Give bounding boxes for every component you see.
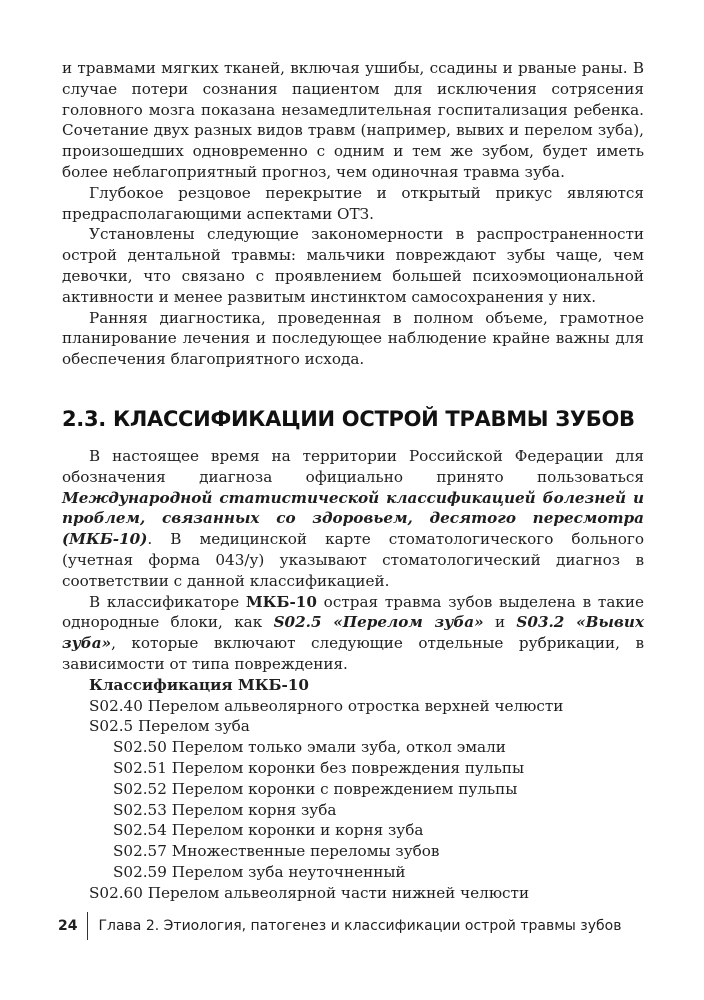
page-body xyxy=(62,58,644,903)
section-paragraph-1 xyxy=(62,446,644,592)
list-item: S02.50 Перелом только эмали зуба, откол эмали xyxy=(113,738,506,757)
p1-text-before: В настоящее время на территории Российской Федерации для обозначения диагноза официально принято пользоваться xyxy=(62,446,644,486)
footer-divider xyxy=(87,912,88,940)
list-item: S02.51 Перелом коронки без повреждения пульпы xyxy=(113,758,525,777)
p2-text-e: и xyxy=(483,613,517,632)
p2-text-g: , которые включают следующие отдельные рубрикации, в зависимости от типа повреждения. xyxy=(62,634,644,673)
list-item: S02.60 Перелом альвеолярной части нижней челюсти xyxy=(89,883,530,902)
chapter-title: Глава 2. Этиология, патогенез и классификации острой травмы зубов xyxy=(98,918,622,934)
list-item: S02.53 Перелом корня зуба xyxy=(113,800,337,819)
page-number: 24 xyxy=(58,918,78,934)
classification-list xyxy=(62,696,644,904)
list-item: S02.57 Множественные переломы зубов xyxy=(113,842,440,861)
page-footer xyxy=(58,912,621,940)
classification-title: Классификация МКБ-10 xyxy=(89,675,309,694)
list-item: S02.54 Перелом коронки и корня зуба xyxy=(113,821,424,840)
icd-abbrev: МКБ-10 xyxy=(245,592,317,611)
intro-paragraph-2: Глубокое резцовое перекрытие и открытый прикус являются предрасполагающими аспектами ОТЗ. xyxy=(62,183,644,223)
p2-text-a: В классификаторе xyxy=(89,592,246,611)
list-item: S02.5 Перелом зуба xyxy=(89,717,250,736)
p1-text-after: . В медицинской карте стоматологического больного (учетная форма 043/у) указывают стоматологический диагноз в соответствии с данной классификацией. xyxy=(62,530,644,590)
intro-paragraph-4: Ранняя диагностика, проведенная в полном объеме, грамотное планирование лечения и последующее наблюдение крайне важны для обеспечения благоприятного исхода. xyxy=(62,308,644,369)
list-item: S02.40 Перелом альвеолярного отростка верхней челюсти xyxy=(89,696,564,715)
icd-full-name: Международной статистической классификацией болезней и проблем, связанных со здоровьем, десятого пересмотра (МКБ-10) xyxy=(62,488,644,549)
list-item: S02.59 Перелом зуба неуточненный xyxy=(113,862,406,881)
intro-paragraph-1: и травмами мягких тканей, включая ушибы, ссадины и рваные раны. В случае потери сознания пациентом для исключения сотрясения головного мозга показана незамедлительная госпитализация ребенка. Сочетание двух разных видов травм (например, вывих и перелом зуба), произошедших одновременно с одним и тем же зубом, будет иметь более неблагоприятный прогноз, чем одиночная травма зуба. xyxy=(62,59,644,181)
block-s03-2: S03.2 «Вывих зуба» xyxy=(62,613,644,653)
section-paragraph-2 xyxy=(62,592,644,675)
p2-text-c: острая травма зубов выделена в такие однородные блоки, как xyxy=(62,592,644,632)
list-item: S02.52 Перелом коронки с повреждением пульпы xyxy=(113,779,518,798)
block-s02-5: S02.5 «Перелом зуба» xyxy=(273,613,484,632)
intro-paragraph-3: Установлены следующие закономерности в распространенности острой дентальной травмы: мальчики повреждают зубы чаще, чем девочки, что связано с проявлением большей психоэмоциональной активности и менее развитым инстинктом самосохранения у них. xyxy=(62,225,644,306)
section-heading: 2.3. КЛАССИФИКАЦИИ ОСТРОЙ ТРАВМЫ ЗУБОВ xyxy=(62,406,635,431)
